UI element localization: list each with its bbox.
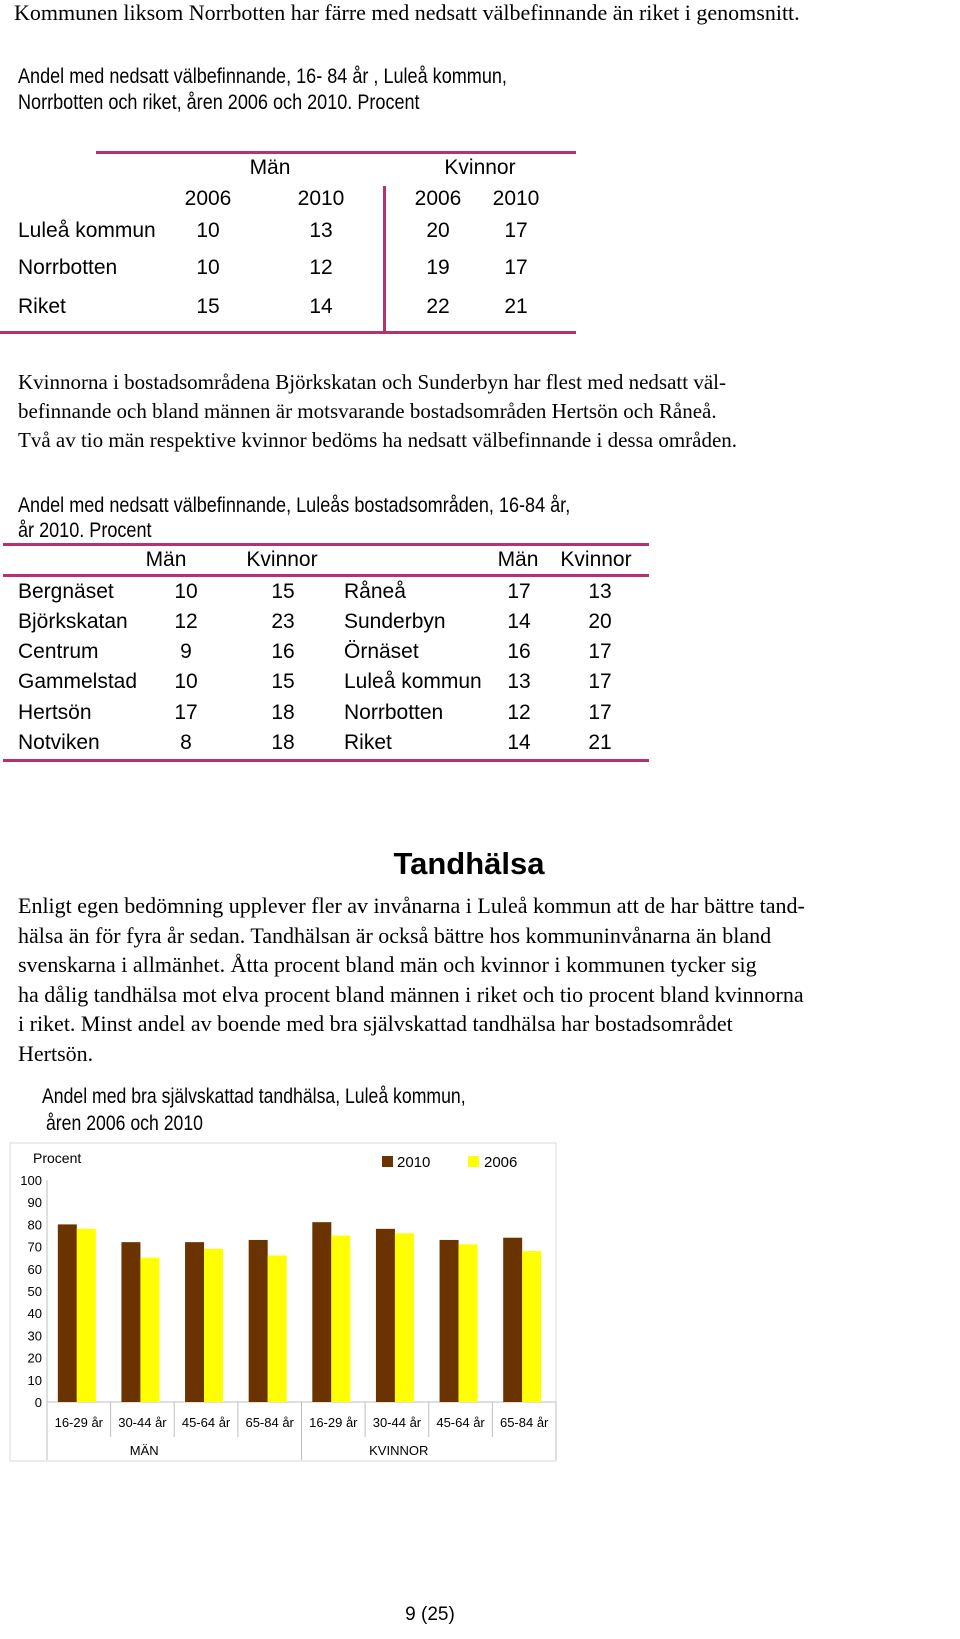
table2-area: Råneå (344, 580, 406, 603)
group-label: KVINNOR (369, 1443, 429, 1458)
table1-cell: 22 (426, 295, 450, 318)
category-label: 45-64 år (436, 1415, 485, 1430)
table1-group-women: Kvinnor (444, 156, 516, 179)
table2-col-men: Män (497, 548, 539, 571)
bar-2006 (522, 1251, 541, 1402)
paragraph-line: svenskarna i allmänhet. Åtta procent bland män och kvinnor i kommunen tycker sig (18, 952, 757, 977)
table2-col-women: Kvinnor (246, 548, 318, 571)
category-label: 16-29 år (54, 1415, 104, 1430)
category-label: 65-84 år (245, 1415, 294, 1430)
table1-row-label: Norrbotten (18, 256, 118, 279)
paragraph-line: befinnande och bland männen är motsvarande bostadsområden Hertsön och Råneå. (18, 399, 717, 423)
table1-cell: 21 (504, 295, 528, 318)
table2-area: Centrum (18, 640, 99, 663)
table1-year: 2010 (297, 187, 345, 210)
bar-2010 (121, 1242, 140, 1402)
table2-value: 9 (180, 640, 192, 663)
paragraph-line: Hertsön. (18, 1040, 94, 1066)
table2-value: 14 (507, 731, 531, 754)
y-tick-label: 80 (27, 1217, 42, 1233)
table1-cell: 10 (196, 256, 220, 279)
table2-value: 15 (271, 580, 295, 603)
table1-year: 2006 (184, 187, 232, 210)
bar-2010 (185, 1242, 204, 1402)
table1-bottom-rule (0, 331, 576, 334)
y-tick-label: 0 (34, 1395, 42, 1410)
table2-value: 12 (507, 701, 531, 724)
table2-value: 10 (174, 580, 198, 603)
bar-2006 (77, 1229, 96, 1402)
y-tick-label: 60 (27, 1261, 42, 1277)
paragraph-line: Enligt egen bedömning upplever fler av invånarna i Luleå kommun att de har bättre tand- (18, 893, 805, 918)
category-label: 45-64 år (181, 1415, 231, 1430)
bar-2010 (440, 1240, 459, 1402)
bar-2006 (395, 1233, 414, 1402)
page-number: 9 (25) (405, 1604, 455, 1625)
table1-year: 2006 (414, 187, 462, 210)
table2-value: 17 (588, 701, 612, 724)
bar-2006 (140, 1258, 159, 1402)
y-tick-label: 90 (27, 1195, 42, 1211)
paragraph-line: Kvinnorna i bostadsområdena Björkskatan och Sunderbyn har flest med nedsatt väl- (18, 370, 726, 394)
group-label: MÄN (129, 1443, 159, 1458)
chart-caption-line1: Andel med bra självskattad tandhälsa, Luleå kommun, (42, 1085, 466, 1108)
y-tick-label: 10 (27, 1372, 42, 1388)
table2-col-women: Kvinnor (560, 548, 632, 571)
legend-swatch-2006 (468, 1156, 479, 1167)
bar-2006 (268, 1255, 287, 1402)
paragraph-1 (18, 368, 737, 455)
category-label: 16-29 år (309, 1415, 358, 1430)
table1-row-label: Riket (18, 295, 66, 318)
table1-cell: 14 (309, 295, 333, 318)
chart-caption-line2: åren 2006 och 2010 (46, 1112, 203, 1135)
category-label: 30-44 år (118, 1415, 167, 1430)
table2-col-men: Män (145, 548, 187, 571)
y-tick-label: 40 (27, 1306, 42, 1322)
bar-2006 (204, 1249, 223, 1402)
table2-area: Björkskatan (18, 610, 128, 633)
category-label: 30-44 år (372, 1415, 422, 1430)
table1-year: 2010 (492, 187, 540, 210)
table2-area: Riket (344, 731, 392, 754)
table2-area: Norrbotten (344, 701, 444, 724)
table1-cell: 15 (196, 295, 220, 318)
table2-area: Örnäset (344, 640, 419, 663)
table2-value: 17 (507, 580, 531, 603)
legend-swatch-2010 (382, 1156, 393, 1167)
table2-value: 13 (588, 580, 612, 603)
table1-cell: 19 (426, 256, 450, 279)
table1-divider (383, 186, 386, 332)
bar-2010 (376, 1229, 395, 1402)
paragraph-line: ha dålig tandhälsa mot elva procent bland männen i riket och tio procent bland kvinnorna (18, 981, 804, 1007)
table2-area: Luleå kommun (344, 670, 482, 693)
bar-2006 (459, 1244, 478, 1402)
paragraph-line: Två av tio män respektive kvinnor bedöms ha nedsatt välbefinnande i dessa områden. (18, 428, 738, 452)
chart-bars (58, 1222, 541, 1402)
table1-caption-line1: Andel med nedsatt välbefinnande, 16- 84 år , Luleå kommun, (18, 65, 507, 88)
y-tick-label: 70 (27, 1239, 42, 1255)
table1-top-rule (96, 151, 576, 154)
table1-cell: 17 (504, 256, 528, 279)
table1-cell: 13 (309, 219, 333, 242)
table2-value: 15 (271, 670, 295, 693)
bar-2010 (312, 1222, 331, 1402)
table2-value: 17 (174, 701, 198, 724)
y-tick-label: 100 (20, 1173, 42, 1188)
paragraph-line: hälsa än för fyra år sedan. Tandhälsan är också bättre hos kommuninvånarna än bland (18, 922, 772, 948)
y-tick-label: 50 (27, 1284, 42, 1299)
y-tick-label: 30 (27, 1328, 42, 1344)
table2-area: Bergnäset (18, 580, 114, 603)
table2-area: Notviken (18, 731, 100, 754)
table2-top-rule (3, 543, 649, 546)
table2-value: 8 (180, 731, 192, 754)
table1-row-label: Luleå kommun (18, 219, 156, 242)
table2-caption-line1: Andel med nedsatt välbefinnande, Luleås bostadsområden, 16-84 år, (18, 494, 571, 517)
table2-value: 12 (174, 610, 198, 633)
paragraph-line: i riket. Minst andel av boende med bra självskattad tandhälsa har bostadsområdet (18, 1011, 733, 1036)
table2-value: 18 (271, 701, 295, 724)
table2-caption-line2: år 2010. Procent (18, 519, 152, 542)
table2-area: Gammelstad (18, 670, 138, 693)
dental-health-chart (0, 1140, 600, 1480)
paragraph-2 (18, 891, 805, 1068)
table1-caption-line2: Norrbotten och riket, åren 2006 och 2010. Procent (18, 91, 420, 114)
table2-value: 16 (507, 640, 531, 663)
table2-value: 23 (271, 610, 295, 633)
table2-value: 18 (271, 731, 295, 754)
section-heading: Tandhälsa (393, 846, 545, 881)
table2-area: Hertsön (18, 701, 92, 724)
legend-label-2010: 2010 (397, 1154, 431, 1171)
table2-value: 16 (271, 640, 295, 663)
table1-cell: 17 (504, 219, 528, 242)
table1-cell: 12 (309, 256, 333, 279)
intro-text: Kommunen liksom Norrbotten har färre med nedsatt välbefinnande än riket i genomsnitt. (14, 0, 800, 25)
table1-cell: 10 (196, 219, 220, 242)
category-label: 65-84 år (499, 1415, 549, 1430)
chart-ylabel: Procent (33, 1150, 82, 1166)
table2-value: 21 (588, 731, 612, 754)
table2-value: 20 (588, 610, 612, 633)
table2-value: 17 (588, 640, 612, 663)
legend-label-2006: 2006 (484, 1154, 518, 1171)
table2-value: 10 (174, 670, 198, 693)
table2-area: Sunderbyn (344, 610, 446, 633)
table2-value: 14 (507, 610, 531, 633)
bar-2010 (503, 1238, 522, 1402)
table2-value: 17 (588, 670, 612, 693)
table1-cell: 20 (426, 219, 450, 242)
table2-header-rule (3, 574, 649, 577)
bar-2010 (58, 1224, 77, 1402)
bar-2010 (249, 1240, 268, 1402)
bar-2006 (331, 1236, 350, 1403)
table2-bottom-rule (3, 759, 649, 762)
y-tick-label: 20 (27, 1350, 42, 1366)
table2-value: 13 (507, 670, 531, 693)
table1-group-men: Män (249, 156, 291, 179)
